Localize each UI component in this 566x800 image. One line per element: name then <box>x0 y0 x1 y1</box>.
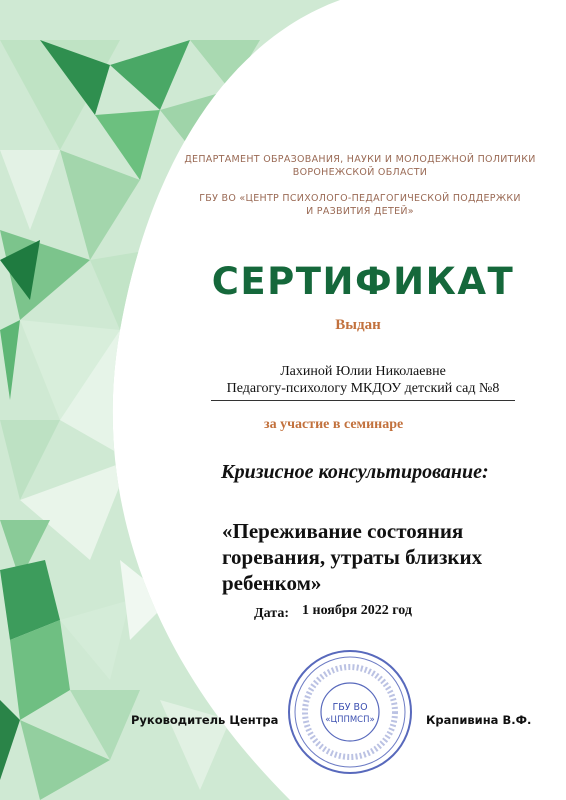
participation-text: за участие в семинаре <box>264 417 404 432</box>
seminar-title: «Переживание состояния горевания, утраты близких ребенком» <box>222 519 483 595</box>
recipient-underline <box>211 400 515 401</box>
stamp-center-line1: ГБУ ВО <box>332 702 368 713</box>
seminar-theme: Кризисное консультирование: <box>221 461 489 483</box>
issued-label: Выдан <box>335 317 381 333</box>
department-name-line1: ДЕПАРТАМЕНТ ОБРАЗОВАНИЯ, НАУКИ И МОЛОДЕЖНОЙ ПОЛИТИКИ <box>184 154 536 165</box>
recipient-name: Лахиной Юлии Николаевне <box>280 364 446 379</box>
recipient-position: Педагогу-психологу МКДОУ детский сад №8 <box>226 381 500 396</box>
certificate-title: СЕРТИФИКАТ <box>211 260 515 303</box>
signature-name: Крапивина В.Ф. <box>426 713 532 727</box>
stamp-center-line2: «ЦППМСП» <box>325 715 375 725</box>
official-stamp-seal <box>286 648 414 776</box>
department-name-line2: ВОРОНЕЖСКОЙ ОБЛАСТИ <box>292 167 428 178</box>
date-label: Дата: <box>254 606 289 621</box>
date-value: 1 ноября 2022 год <box>302 603 412 618</box>
center-name-line1: ГБУ ВО «ЦЕНТР ПСИХОЛОГО-ПЕДАГОГИЧЕСКОЙ ПОДДЕРЖКИ <box>199 193 521 204</box>
center-name-line2: И РАЗВИТИЯ ДЕТЕЙ» <box>306 206 414 217</box>
signature-role: Руководитель Центра <box>131 713 279 727</box>
